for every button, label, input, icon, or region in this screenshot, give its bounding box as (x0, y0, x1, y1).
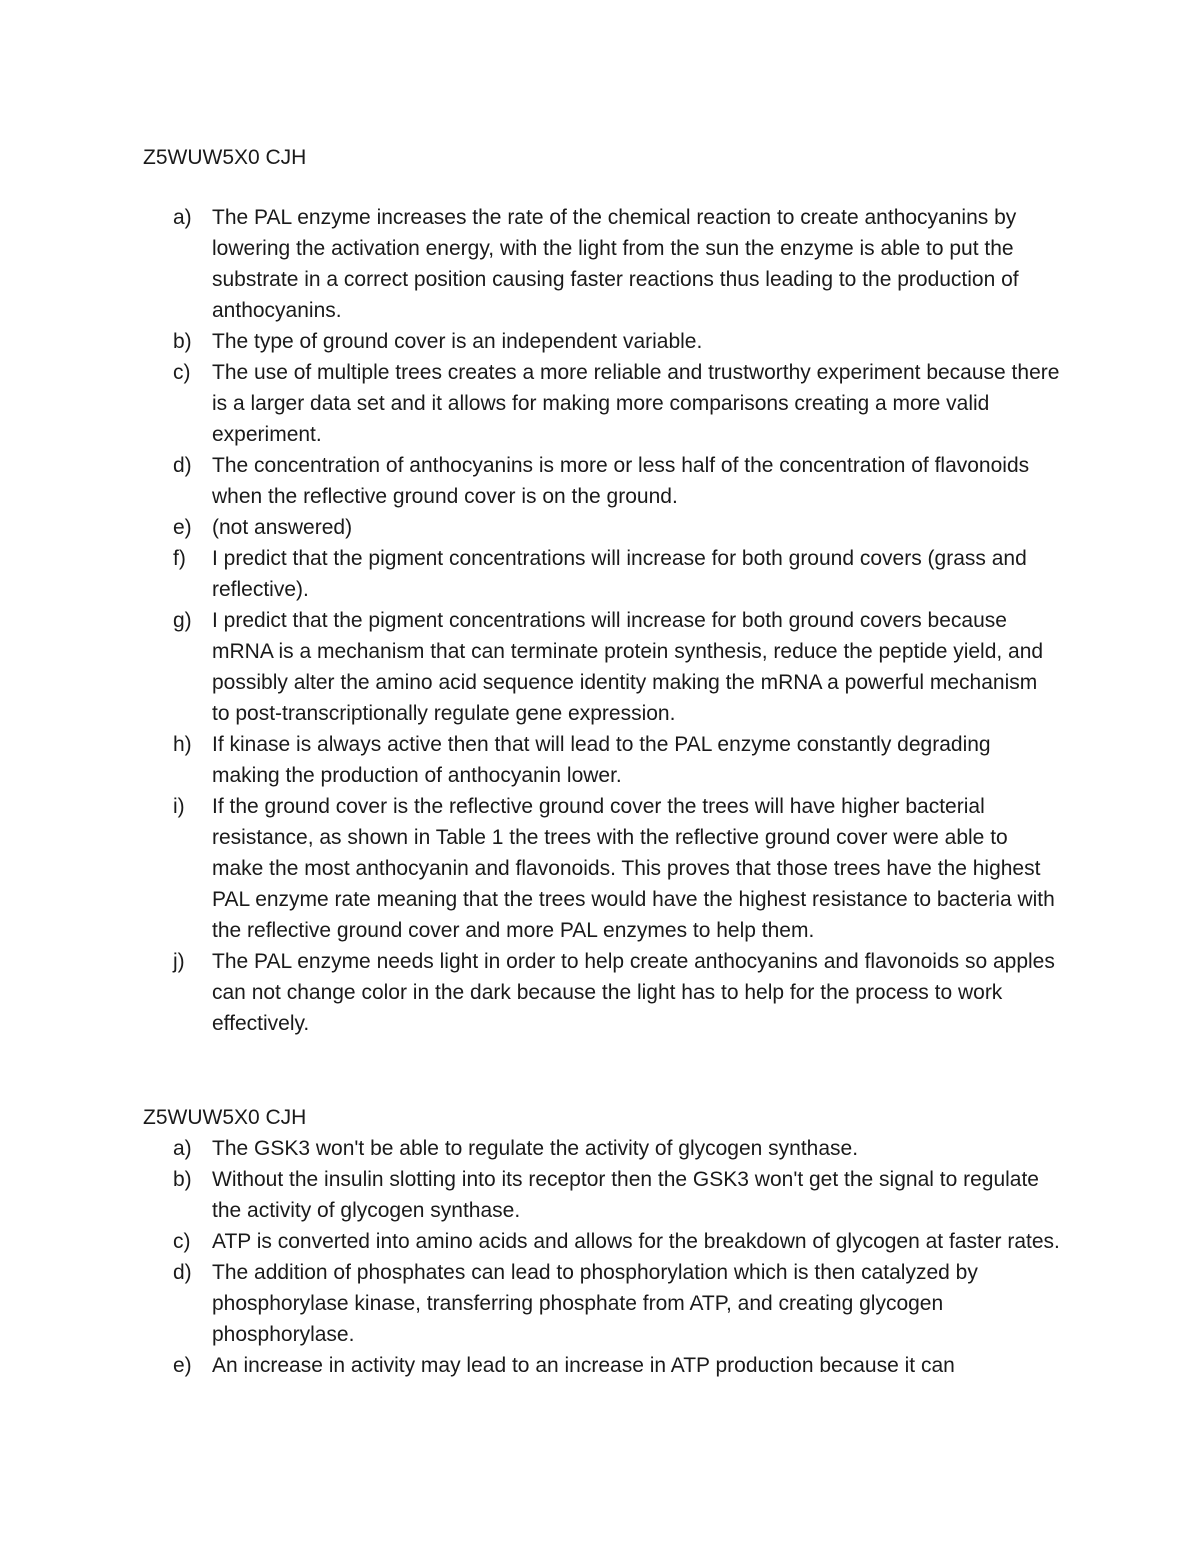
answer-text: If kinase is always active then that will lead to the PAL enzyme constantly degrading making the production of anthocyanin lower. (212, 733, 991, 787)
answer-text: Without the insulin slotting into its receptor then the GSK3 won't get the signal to regulate the activity of glycogen synthase. (212, 1168, 1039, 1222)
answer-item-b (0, 1164, 1200, 1226)
section-heading: Z5WUW5X0 CJH (143, 146, 307, 169)
answer-text: The concentration of anthocyanins is more or less half of the concentration of flavonoids when the reflective ground cover is on the ground. (212, 454, 1030, 508)
answer-text: I predict that the pigment concentrations will increase for both ground covers (grass and reflective). (212, 547, 1027, 601)
answer-marker: h) (173, 733, 192, 756)
answer-item-c (0, 1226, 1200, 1257)
answer-marker: j) (173, 950, 185, 973)
answer-marker: d) (173, 454, 192, 477)
answer-marker: e) (173, 516, 192, 539)
answer-list (0, 202, 1200, 1039)
answer-item-h (0, 729, 1200, 791)
answer-item-f (0, 543, 1200, 605)
answer-marker: b) (173, 330, 192, 353)
answer-item-g (0, 605, 1200, 729)
answer-item-d (0, 450, 1200, 512)
answer-item-e (0, 1350, 1200, 1381)
answer-marker: f) (173, 547, 186, 570)
answer-marker: c) (173, 1230, 191, 1253)
answer-marker: c) (173, 361, 191, 384)
answer-list (0, 1133, 1200, 1381)
answer-item-j (0, 946, 1200, 1039)
answer-item-b (0, 326, 1200, 357)
answer-marker: a) (173, 1137, 192, 1160)
answer-marker: i) (173, 795, 185, 818)
answer-item-d (0, 1257, 1200, 1350)
answer-text: ATP is converted into amino acids and allows for the breakdown of glycogen at faster rates. (212, 1230, 1060, 1253)
answer-item-a (0, 1133, 1200, 1164)
answer-text: The GSK3 won't be able to regulate the activity of glycogen synthase. (212, 1137, 859, 1160)
answer-marker: d) (173, 1261, 192, 1284)
answer-marker: a) (173, 206, 192, 229)
answer-text: An increase in activity may lead to an increase in ATP production because it can (212, 1354, 955, 1377)
answer-text: The use of multiple trees creates a more reliable and trustworthy experiment because there is a larger data set and it allows for making more comparisons creating a more valid experiment. (212, 361, 1060, 446)
answer-text: The addition of phosphates can lead to phosphorylation which is then catalyzed by phosphorylase kinase, transferring phosphate from ATP, and creating glycogen phosphorylase. (212, 1261, 978, 1346)
section-heading: Z5WUW5X0 CJH (143, 1106, 307, 1129)
answer-marker: b) (173, 1168, 192, 1191)
answer-item-i (0, 791, 1200, 946)
answer-text: The PAL enzyme increases the rate of the chemical reaction to create anthocyanins by lowering the activation energy, with the light from the sun the enzyme is able to put the substrate in a correct position causing faster reactions thus leading to the production of anthocyanins. (212, 206, 1019, 322)
answer-text: (not answered) (212, 516, 353, 539)
answer-marker: e) (173, 1354, 192, 1377)
answer-item-c (0, 357, 1200, 450)
answer-text: The type of ground cover is an independent variable. (212, 330, 703, 353)
answer-text: I predict that the pigment concentrations will increase for both ground covers because mRNA is a mechanism that can terminate protein synthesis, reduce the peptide yield, and possibly alter the amino acid sequence identity making the mRNA a powerful mechanism to post-transcriptionally regulate gene expression. (212, 609, 1044, 725)
answer-text: If the ground cover is the reflective ground cover the trees will have higher bacterial resistance, as shown in Table 1 the trees with the reflective ground cover were able to make the most anthocyanin and flavonoids. This proves that those trees have the highest PAL enzyme rate meaning that the trees would have the highest resistance to bacteria with the reflective ground cover and more PAL enzymes to help them. (212, 795, 1055, 942)
answer-item-e (0, 512, 1200, 543)
answer-item-a (0, 202, 1200, 326)
answer-marker: g) (173, 609, 192, 632)
answer-text: The PAL enzyme needs light in order to help create anthocyanins and flavonoids so apples can not change color in the dark because the light has to help for the process to work effectively. (212, 950, 1055, 1035)
